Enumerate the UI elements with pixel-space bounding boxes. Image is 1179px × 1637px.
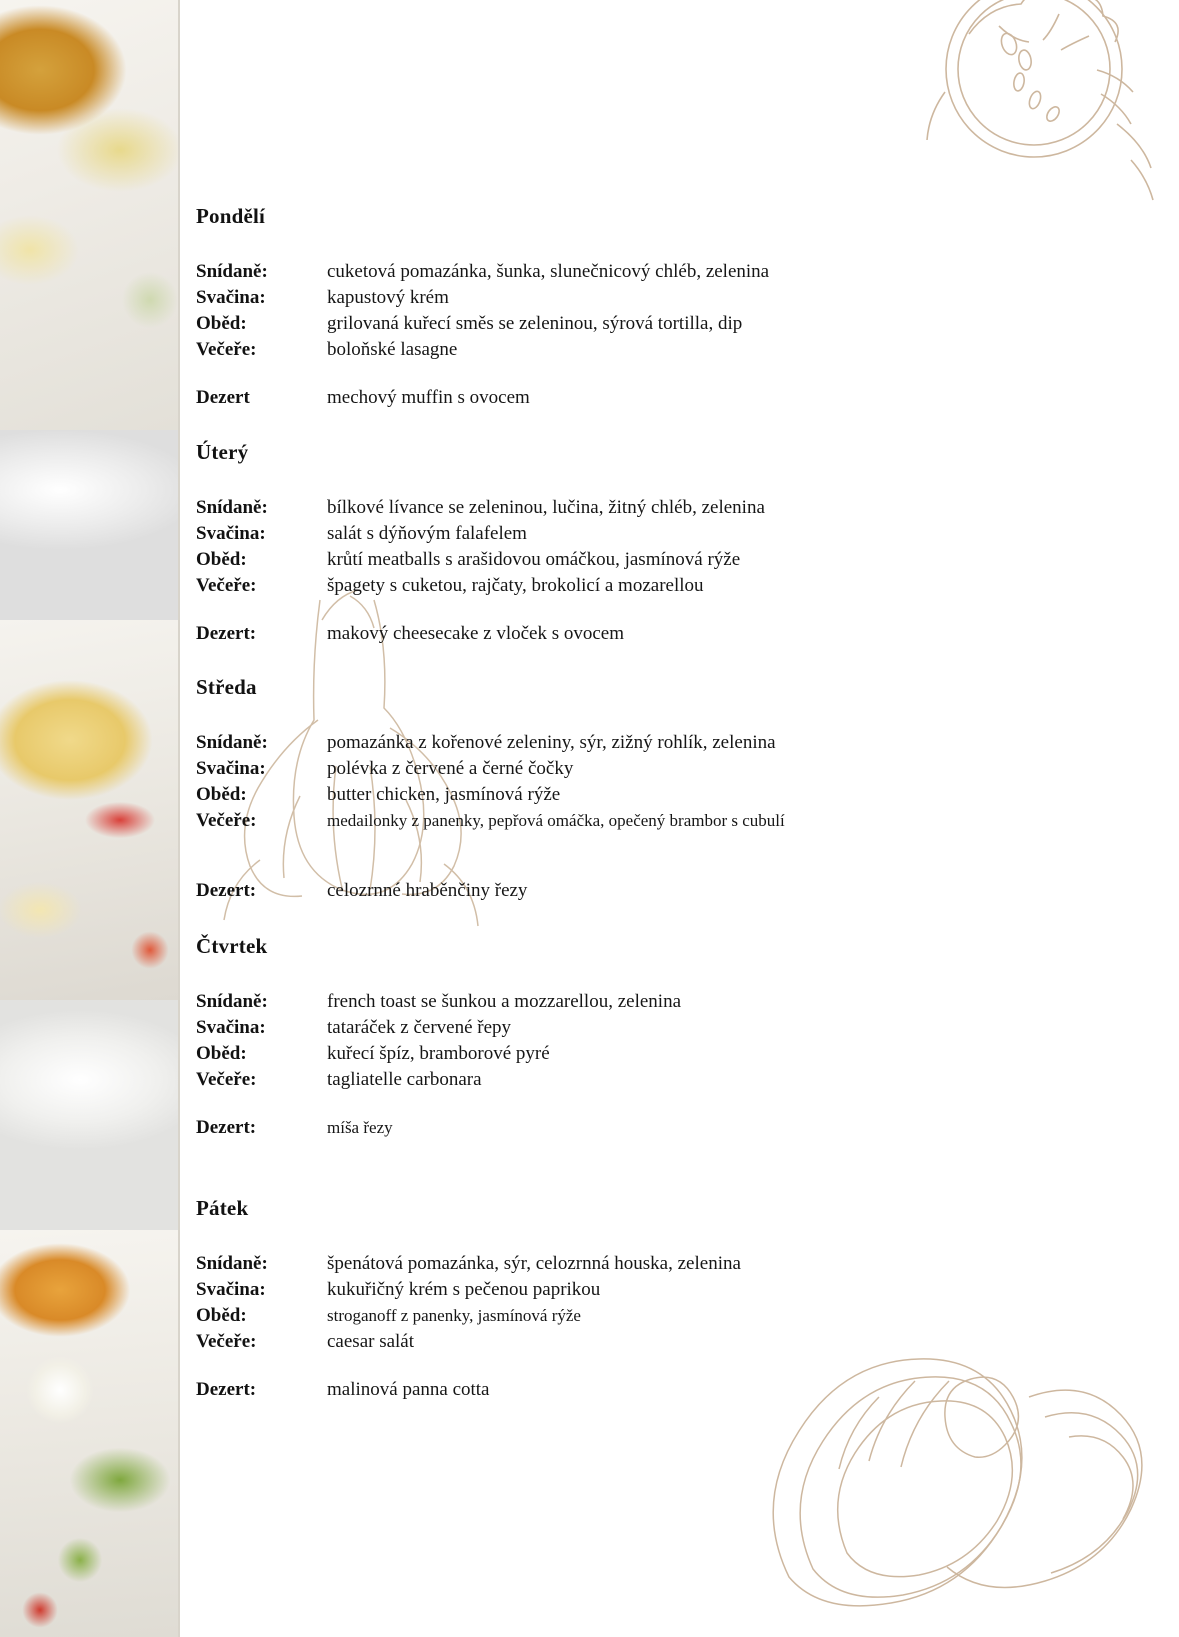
day-title: Středa <box>196 675 257 699</box>
day-block-friday <box>196 1196 1136 1403</box>
dessert-row <box>196 385 530 411</box>
meal-value: salát s dýňovým falafelem <box>327 523 527 544</box>
meal-row <box>196 1015 681 1041</box>
meal-value: french toast se šunkou a mozzarellou, zelenina <box>327 991 681 1012</box>
dessert-table <box>196 1377 490 1403</box>
meal-value: krůtí meatballs s arašidovou omáčkou, jasmínová rýže <box>327 549 741 570</box>
dessert-value: makový cheesecake z vloček s ovocem <box>327 623 625 644</box>
meal-label: Snídaně: <box>196 732 268 753</box>
dessert-table <box>196 385 530 411</box>
dessert-value: malinová panna cotta <box>327 1379 490 1400</box>
meal-row <box>196 989 681 1015</box>
dessert-label: Dezert: <box>196 880 257 901</box>
meal-table <box>196 259 769 363</box>
day-title: Pátek <box>196 1196 249 1220</box>
dessert-row <box>196 1115 393 1141</box>
meal-label: Večeře: <box>196 810 257 831</box>
photo-noodles <box>0 620 178 1000</box>
day-block-thursday <box>196 934 1136 1141</box>
meal-value: medailonky z panenky, pepřová omáčka, opečený brambor s cubulí <box>327 811 785 830</box>
meal-value: stroganoff z panenky, jasmínová rýže <box>327 1306 581 1325</box>
food-photo-strip <box>0 0 178 1637</box>
photo-plate-knife <box>0 430 178 620</box>
meal-value: pomazánka z kořenové zeleniny, sýr, zižný rohlík, zelenina <box>327 732 776 753</box>
meal-value: kapustový krém <box>327 287 449 308</box>
dessert-table <box>196 878 527 904</box>
meal-value: caesar salát <box>327 1331 415 1352</box>
photo-salad-top <box>0 0 178 430</box>
meal-row <box>196 782 785 808</box>
dessert-table <box>196 621 624 647</box>
meal-value: boloňské lasagne <box>327 339 458 360</box>
meal-row <box>196 311 769 337</box>
meal-label: Oběd: <box>196 784 247 805</box>
meal-label: Oběd: <box>196 1043 247 1064</box>
dessert-value: celozrnné hraběnčiny řezy <box>327 880 528 901</box>
meal-label: Snídaně: <box>196 261 268 282</box>
meal-label: Svačina: <box>196 1279 266 1300</box>
meal-value: bílkové lívance se zeleninou, lučina, žitný chléb, zelenina <box>327 497 765 518</box>
day-block-wednesday <box>196 675 1136 904</box>
dessert-label: Dezert: <box>196 623 257 644</box>
meal-row <box>196 495 765 521</box>
meal-value: špenátová pomazánka, sýr, celozrnná houska, zelenina <box>327 1253 741 1274</box>
meal-label: Oběd: <box>196 1305 247 1326</box>
photo-egg-salad <box>0 1230 178 1637</box>
meal-row <box>196 730 785 756</box>
dessert-value: mechový muffin s ovocem <box>327 387 530 408</box>
meal-value: špagety s cuketou, rajčaty, brokolicí a mozarellou <box>327 575 704 596</box>
meal-value: kukuřičný krém s pečenou paprikou <box>327 1279 601 1300</box>
meal-row <box>196 1303 741 1329</box>
meal-row <box>196 521 765 547</box>
meal-label: Večeře: <box>196 1069 257 1090</box>
day-block-tuesday <box>196 440 1136 647</box>
day-title: Čtvrtek <box>196 934 268 958</box>
meal-row <box>196 1251 741 1277</box>
dessert-table <box>196 1115 393 1141</box>
day-title: Úterý <box>196 440 249 464</box>
meal-label: Oběd: <box>196 549 247 570</box>
meal-row <box>196 337 769 363</box>
photo-white-dish <box>0 1000 178 1230</box>
meal-label: Svačina: <box>196 758 266 779</box>
meal-table <box>196 1251 741 1355</box>
strip-divider <box>178 0 180 1637</box>
meal-label: Snídaně: <box>196 497 268 518</box>
meal-label: Svačina: <box>196 287 266 308</box>
meal-row <box>196 808 785 834</box>
meal-label: Oběd: <box>196 313 247 334</box>
day-title: Pondělí <box>196 204 266 228</box>
meal-table <box>196 989 681 1093</box>
meal-label: Večeře: <box>196 1331 257 1352</box>
meal-row <box>196 1067 681 1093</box>
dessert-row <box>196 621 624 647</box>
meal-label: Svačina: <box>196 523 266 544</box>
dessert-row <box>196 878 527 904</box>
meal-value: tataráček z červené řepy <box>327 1017 512 1038</box>
meal-value: butter chicken, jasmínová rýže <box>327 784 561 805</box>
meal-label: Večeře: <box>196 575 257 596</box>
dessert-label: Dezert: <box>196 1117 257 1138</box>
meal-row <box>196 756 785 782</box>
meal-row <box>196 1277 741 1303</box>
dessert-label: Dezert <box>196 387 250 408</box>
meal-value: cuketová pomazánka, šunka, slunečnicový chléb, zelenina <box>327 261 770 282</box>
dessert-row <box>196 1377 490 1403</box>
dessert-label: Dezert: <box>196 1379 257 1400</box>
meal-value: kuřecí špíz, bramborové pyré <box>327 1043 550 1064</box>
meal-row <box>196 547 765 573</box>
meal-table <box>196 730 785 834</box>
meal-label: Svačina: <box>196 1017 266 1038</box>
meal-table <box>196 495 765 599</box>
meal-label: Snídaně: <box>196 991 268 1012</box>
meal-value: tagliatelle carbonara <box>327 1069 482 1090</box>
meal-row <box>196 1041 681 1067</box>
meal-row <box>196 573 765 599</box>
meal-label: Večeře: <box>196 339 257 360</box>
menu-content <box>196 0 1136 1637</box>
meal-row <box>196 1329 741 1355</box>
dessert-value: míša řezy <box>327 1118 393 1137</box>
day-block-monday <box>196 204 1136 411</box>
meal-value: polévka z červené a černé čočky <box>327 758 574 779</box>
meal-row <box>196 285 769 311</box>
meal-value: grilovaná kuřecí směs se zeleninou, sýrová tortilla, dip <box>327 313 743 334</box>
meal-label: Snídaně: <box>196 1253 268 1274</box>
meal-row <box>196 259 769 285</box>
